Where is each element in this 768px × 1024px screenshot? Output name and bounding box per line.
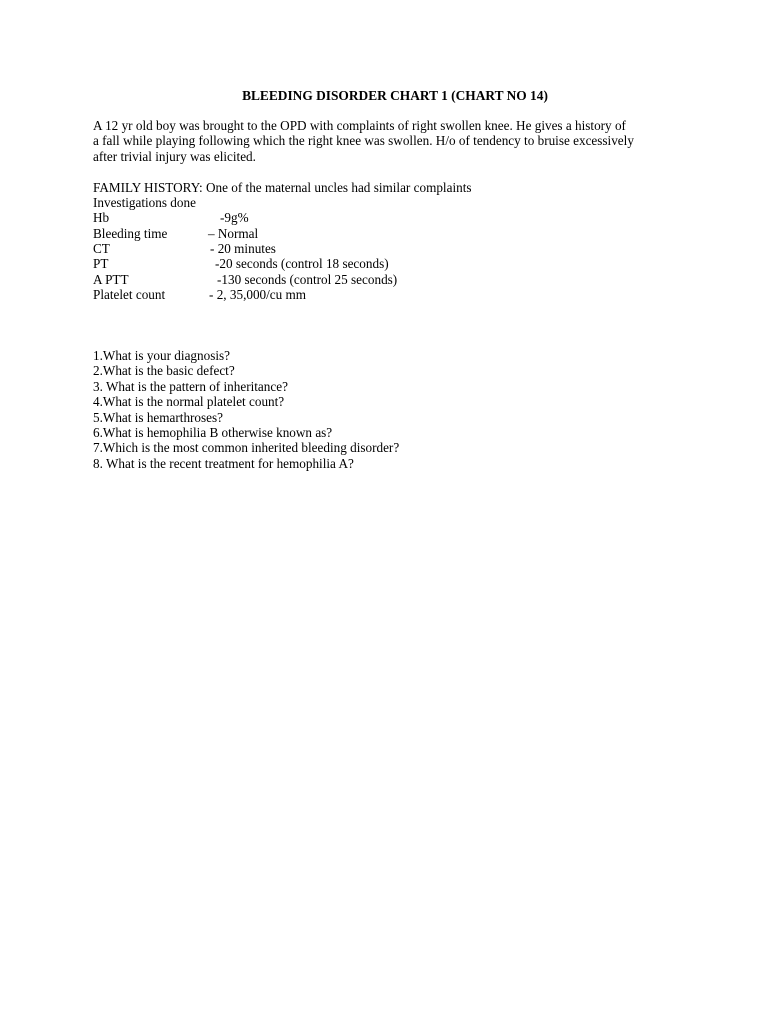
investigation-row-platelet-count [93,287,493,302]
question-item: 4.What is the normal platelet count? [93,394,285,410]
investigation-value: - 20 minutes [210,241,276,256]
case-description [93,118,693,164]
investigation-row-aptt [93,272,493,287]
investigation-row-bleeding-time [93,226,493,241]
case-line: A 12 yr old boy was brought to the OPD with complaints of right swollen knee. He gives a history of [93,118,626,133]
question-item: 3. What is the pattern of inheritance? [93,378,288,394]
investigation-value: -9g% [220,210,249,225]
investigation-label: A PTT [93,272,129,287]
investigation-row-hb [93,210,493,225]
question-list [93,348,399,471]
investigation-row-ct [93,241,493,256]
investigation-row-pt [93,256,493,271]
question-item: 6.What is hemophilia B otherwise known as? [93,425,333,441]
investigation-label: Hb [93,210,110,225]
investigation-value: -20 seconds (control 18 seconds) [215,256,389,271]
question-item: 7.Which is the most common inherited bleeding disorder? [93,440,400,456]
case-line: after trivial injury was elicited. [93,148,256,164]
case-line: a fall while playing following which the right knee was swollen. H/o of tendency to bruise excessively [93,133,634,149]
question-item: 8. What is the recent treatment for hemophilia A? [93,455,354,471]
family-history: FAMILY HISTORY: One of the maternal uncles had similar complaints [93,180,472,195]
question-item: 5.What is hemarthroses? [93,409,224,425]
chart-title: BLEEDING DISORDER CHART 1 (CHART NO 14) [242,88,548,103]
investigation-label: Platelet count [93,287,166,302]
question-item: 2.What is the basic defect? [93,363,235,379]
investigation-value: - 2, 35,000/cu mm [209,287,307,302]
investigations-heading: Investigations done [93,195,196,210]
question-item: 1.What is your diagnosis? [93,348,230,363]
investigation-value: -130 seconds (control 25 seconds) [217,272,398,287]
investigation-label: Bleeding time [93,226,168,241]
investigation-label: PT [93,256,109,271]
investigation-label: CT [93,241,110,256]
investigation-value: – Normal [208,226,259,241]
